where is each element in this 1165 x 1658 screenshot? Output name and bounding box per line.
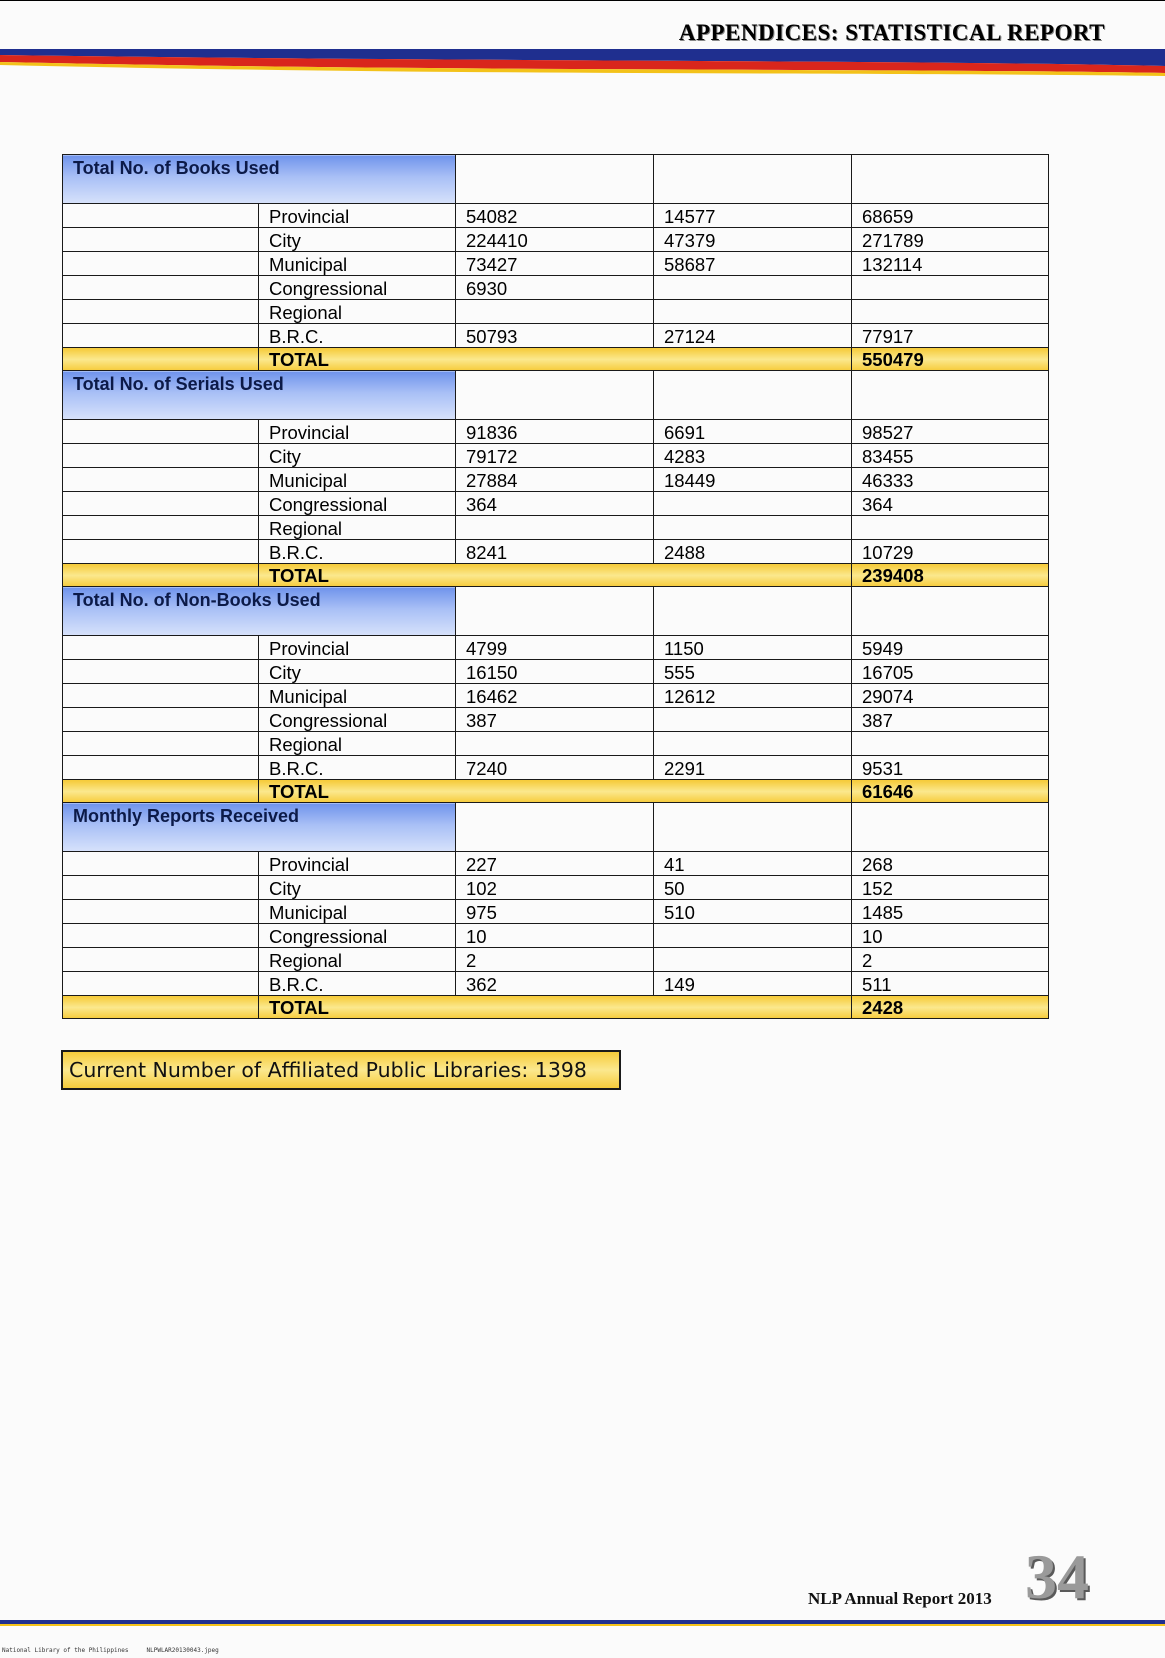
empty-cell — [63, 252, 259, 276]
value-cell: 83455 — [852, 444, 1049, 468]
footer-report-label: NLP Annual Report 2013 — [808, 1589, 992, 1608]
value-cell: 2 — [456, 948, 654, 972]
header-decorative-band — [0, 46, 1165, 80]
page-header-title: APPENDICES: STATISTICAL REPORT — [678, 20, 1105, 45]
value-cell — [852, 300, 1049, 324]
row-label: Provincial — [259, 636, 456, 660]
row-label: B.R.C. — [259, 540, 456, 564]
value-cell: 54082 — [456, 204, 654, 228]
table-row — [63, 300, 1049, 324]
value-cell: 47379 — [654, 228, 852, 252]
value-cell — [654, 924, 852, 948]
value-cell: 50 — [654, 876, 852, 900]
empty-cell — [63, 732, 259, 756]
empty-cell — [63, 540, 259, 564]
value-cell: 510 — [654, 900, 852, 924]
section-header-row — [63, 587, 1049, 636]
table-row — [63, 492, 1049, 516]
empty-cell — [63, 924, 259, 948]
table-row — [63, 252, 1049, 276]
value-cell: 387 — [456, 708, 654, 732]
table-row — [63, 468, 1049, 492]
value-cell: 149 — [654, 972, 852, 996]
value-cell: 227 — [456, 852, 654, 876]
value-cell — [456, 516, 654, 540]
value-cell — [654, 948, 852, 972]
value-cell — [456, 732, 654, 756]
value-cell: 14577 — [654, 204, 852, 228]
row-label: Municipal — [259, 252, 456, 276]
total-row — [63, 348, 1049, 371]
section-title: Total No. of Serials Used — [63, 371, 456, 420]
value-cell: 102 — [456, 876, 654, 900]
value-cell — [654, 276, 852, 300]
value-cell: 268 — [852, 852, 1049, 876]
section-title: Total No. of Books Used — [63, 155, 456, 204]
empty-cell — [63, 468, 259, 492]
table-row — [63, 972, 1049, 996]
total-label: TOTAL — [259, 564, 852, 587]
empty-cell — [63, 348, 259, 371]
table-row — [63, 732, 1049, 756]
empty-cell — [63, 900, 259, 924]
table-row — [63, 228, 1049, 252]
value-cell — [852, 516, 1049, 540]
table-row — [63, 660, 1049, 684]
empty-cell — [63, 300, 259, 324]
table-row — [63, 324, 1049, 348]
table-row — [63, 876, 1049, 900]
empty-cell — [63, 228, 259, 252]
value-cell: 50793 — [456, 324, 654, 348]
empty-cell — [456, 803, 654, 852]
row-label: City — [259, 444, 456, 468]
empty-cell — [63, 708, 259, 732]
empty-cell — [852, 155, 1049, 204]
value-cell: 5949 — [852, 636, 1049, 660]
value-cell: 16462 — [456, 684, 654, 708]
section-title: Monthly Reports Received — [63, 803, 456, 852]
total-row — [63, 564, 1049, 587]
value-cell: 9531 — [852, 756, 1049, 780]
value-cell: 41 — [654, 852, 852, 876]
value-cell: 224410 — [456, 228, 654, 252]
table-row — [63, 516, 1049, 540]
value-cell: 364 — [852, 492, 1049, 516]
row-label: Provincial — [259, 852, 456, 876]
value-cell: 27124 — [654, 324, 852, 348]
value-cell — [654, 300, 852, 324]
value-cell — [852, 732, 1049, 756]
empty-cell — [63, 972, 259, 996]
table-row — [63, 444, 1049, 468]
row-label: Municipal — [259, 900, 456, 924]
value-cell: 58687 — [654, 252, 852, 276]
value-cell: 6930 — [456, 276, 654, 300]
value-cell: 7240 — [456, 756, 654, 780]
value-cell: 4799 — [456, 636, 654, 660]
row-label: Congressional — [259, 708, 456, 732]
value-cell: 2488 — [654, 540, 852, 564]
empty-cell — [63, 876, 259, 900]
row-label: Municipal — [259, 468, 456, 492]
empty-cell — [63, 660, 259, 684]
value-cell: 2291 — [654, 756, 852, 780]
value-cell: 271789 — [852, 228, 1049, 252]
table-row — [63, 948, 1049, 972]
top-rule — [0, 0, 1165, 1]
table-row — [63, 636, 1049, 660]
value-cell: 77917 — [852, 324, 1049, 348]
value-cell: 29074 — [852, 684, 1049, 708]
value-cell: 6691 — [654, 420, 852, 444]
table-row — [63, 756, 1049, 780]
empty-cell — [63, 780, 259, 803]
section-title: Total No. of Non-Books Used — [63, 587, 456, 636]
value-cell: 555 — [654, 660, 852, 684]
section-header-row — [63, 803, 1049, 852]
empty-cell — [63, 852, 259, 876]
table-row — [63, 924, 1049, 948]
empty-cell — [63, 492, 259, 516]
table-row — [63, 420, 1049, 444]
empty-cell — [456, 155, 654, 204]
page-number: 34 — [1025, 1541, 1089, 1612]
value-cell: 10 — [852, 924, 1049, 948]
empty-cell — [63, 324, 259, 348]
row-label: Congressional — [259, 492, 456, 516]
empty-cell — [456, 371, 654, 420]
value-cell: 16705 — [852, 660, 1049, 684]
row-label: Provincial — [259, 204, 456, 228]
empty-cell — [63, 996, 259, 1019]
value-cell: 91836 — [456, 420, 654, 444]
row-label: Congressional — [259, 276, 456, 300]
row-label: City — [259, 660, 456, 684]
value-cell: 10 — [456, 924, 654, 948]
value-cell: 16150 — [456, 660, 654, 684]
value-cell: 152 — [852, 876, 1049, 900]
empty-cell — [852, 587, 1049, 636]
table-row — [63, 276, 1049, 300]
total-value: 239408 — [852, 564, 1049, 587]
table-row — [63, 852, 1049, 876]
value-cell — [654, 492, 852, 516]
empty-cell — [63, 276, 259, 300]
row-label: Municipal — [259, 684, 456, 708]
value-cell: 1150 — [654, 636, 852, 660]
section-header-row — [63, 155, 1049, 204]
affiliated-libraries-box: Current Number of Affiliated Public Libraries: 1398 — [61, 1050, 621, 1090]
row-label: Regional — [259, 948, 456, 972]
row-label: City — [259, 876, 456, 900]
empty-cell — [63, 948, 259, 972]
value-cell: 1485 — [852, 900, 1049, 924]
empty-cell — [654, 587, 852, 636]
table-row — [63, 540, 1049, 564]
empty-cell — [63, 636, 259, 660]
empty-cell — [852, 371, 1049, 420]
empty-cell — [456, 587, 654, 636]
value-cell: 79172 — [456, 444, 654, 468]
row-label: Congressional — [259, 924, 456, 948]
value-cell — [456, 300, 654, 324]
value-cell: 27884 — [456, 468, 654, 492]
total-label: TOTAL — [259, 780, 852, 803]
empty-cell — [63, 684, 259, 708]
value-cell: 12612 — [654, 684, 852, 708]
total-label: TOTAL — [259, 348, 852, 371]
empty-cell — [654, 371, 852, 420]
value-cell: 68659 — [852, 204, 1049, 228]
empty-cell — [63, 756, 259, 780]
empty-cell — [63, 420, 259, 444]
row-label: City — [259, 228, 456, 252]
table-row — [63, 684, 1049, 708]
empty-cell — [63, 564, 259, 587]
total-row — [63, 780, 1049, 803]
total-value: 61646 — [852, 780, 1049, 803]
value-cell: 10729 — [852, 540, 1049, 564]
value-cell: 18449 — [654, 468, 852, 492]
total-row — [63, 996, 1049, 1019]
value-cell — [852, 276, 1049, 300]
row-label: Provincial — [259, 420, 456, 444]
empty-cell — [654, 803, 852, 852]
value-cell — [654, 732, 852, 756]
value-cell: 73427 — [456, 252, 654, 276]
value-cell: 98527 — [852, 420, 1049, 444]
total-label: TOTAL — [259, 996, 852, 1019]
empty-cell — [63, 204, 259, 228]
empty-cell — [63, 444, 259, 468]
row-label: B.R.C. — [259, 756, 456, 780]
empty-cell — [654, 155, 852, 204]
row-label: B.R.C. — [259, 324, 456, 348]
table-row — [63, 708, 1049, 732]
statistical-report-table — [62, 154, 1049, 1019]
table-row — [63, 900, 1049, 924]
row-label: Regional — [259, 516, 456, 540]
row-label: Regional — [259, 732, 456, 756]
table-row — [63, 204, 1049, 228]
row-label: Regional — [259, 300, 456, 324]
value-cell: 364 — [456, 492, 654, 516]
value-cell — [654, 516, 852, 540]
value-cell: 132114 — [852, 252, 1049, 276]
empty-cell — [852, 803, 1049, 852]
total-value: 2428 — [852, 996, 1049, 1019]
value-cell: 8241 — [456, 540, 654, 564]
value-cell: 511 — [852, 972, 1049, 996]
value-cell: 46333 — [852, 468, 1049, 492]
scan-footnote: National Library of the Philippines NLPWLAR20130043.jpeg — [2, 1647, 219, 1654]
total-value: 550479 — [852, 348, 1049, 371]
value-cell: 362 — [456, 972, 654, 996]
value-cell: 975 — [456, 900, 654, 924]
empty-cell — [63, 516, 259, 540]
section-header-row — [63, 371, 1049, 420]
value-cell: 4283 — [654, 444, 852, 468]
row-label: B.R.C. — [259, 972, 456, 996]
footer-decorative-band — [0, 1620, 1165, 1628]
value-cell: 2 — [852, 948, 1049, 972]
value-cell: 387 — [852, 708, 1049, 732]
value-cell — [654, 708, 852, 732]
